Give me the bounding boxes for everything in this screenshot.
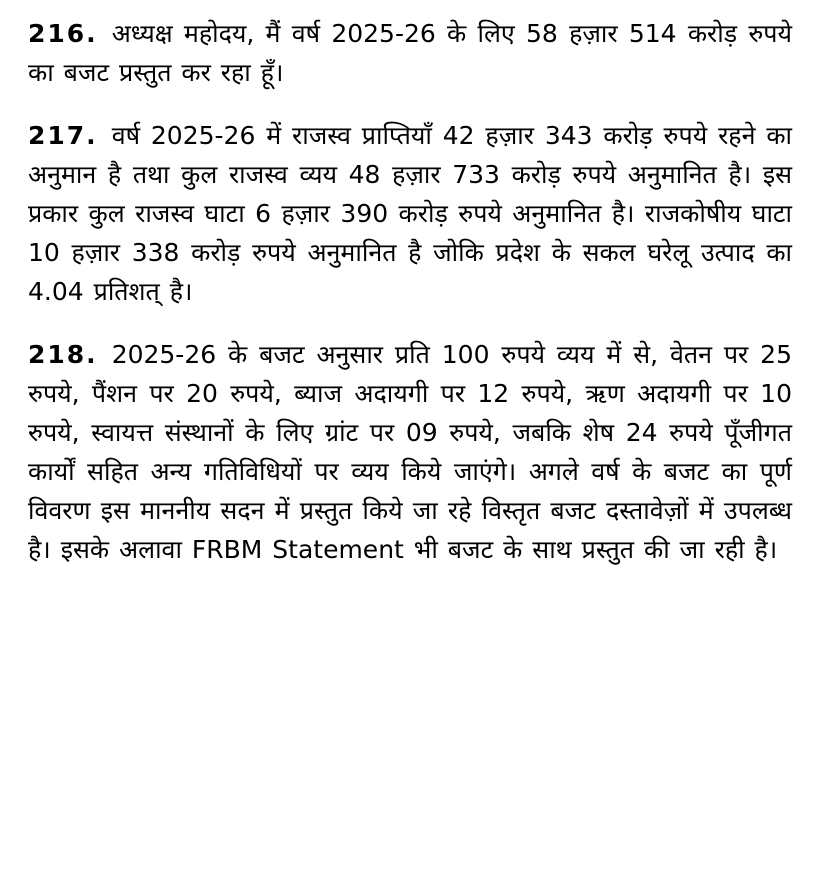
paragraph-number: 218. [28, 340, 98, 369]
paragraph-216 [28, 14, 792, 92]
paragraph-217 [28, 116, 792, 311]
paragraph-text: वर्ष 2025-26 में राजस्व प्राप्तियाँ 42 हज़ार 343 करोड़ रुपये रहने का अनुमान है तथा कुल राजस्व व्यय 48 हज़ार 733 करोड़ रुपये अनुमानित है। इस प्रकार कुल राजस्व घाटा 6 हज़ार 390 करोड़ रुपये अनुमानित है। राजकोषीय घाटा 10 हज़ार 338 करोड़ रुपये अनुमानित है जोकि प्रदेश के सकल घरेलू उत्पाद का 4.04 प्रतिशत् है। [28, 121, 792, 306]
paragraph-text: अध्यक्ष महोदय, मैं वर्ष 2025-26 के लिए 58 हज़ार 514 करोड़ रुपये का बजट प्रस्तुत कर रहा हूँ। [28, 19, 792, 87]
paragraph-218 [28, 335, 792, 569]
paragraph-number: 217. [28, 121, 98, 150]
paragraph-number: 216. [28, 19, 98, 48]
paragraph-text: 2025-26 के बजट अनुसार प्रति 100 रुपये व्यय में से, वेतन पर 25 रुपये, पैंशन पर 20 रुपये, ब्याज अदायगी पर 12 रुपये, ऋण अदायगी पर 10 रुपये, स्वायत्त संस्थानों के लिए ग्रांट पर 09 रुपये, जबकि शेष 24 रुपये पूँजीगत कार्यों सहित अन्य गतिविधियों पर व्यय किये जाएंगे। अगले वर्ष के बजट का पूर्ण विवरण इस माननीय सदन में प्रस्तुत किये जा रहे विस्तृत बजट दस्तावेज़ों में उपलब्ध है। इसके अलावा FRBM Statement भी बजट के साथ प्रस्तुत की जा रही है। [28, 340, 792, 564]
